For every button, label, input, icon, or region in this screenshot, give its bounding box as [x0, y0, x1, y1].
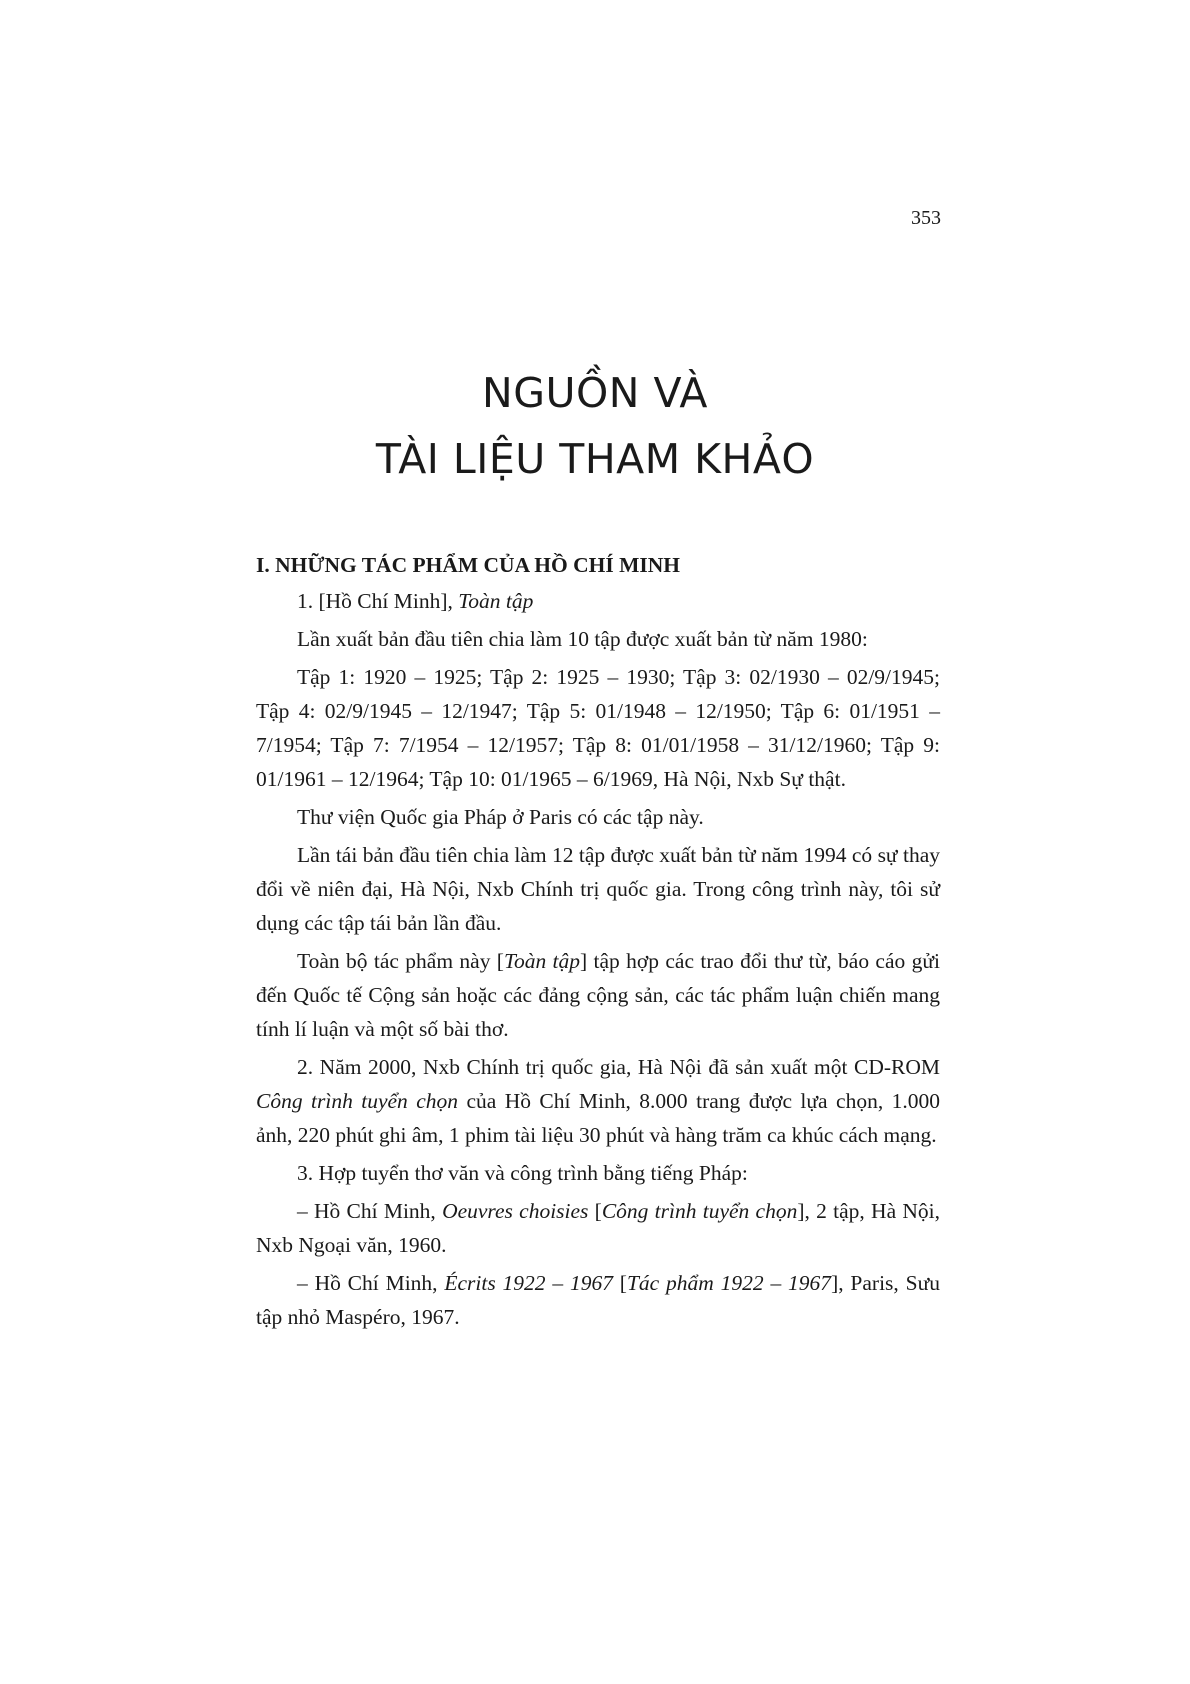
p7-italic: Công trình tuyển chọn: [256, 1089, 459, 1113]
main-content: [256, 548, 940, 1338]
paragraph-9: [256, 1194, 940, 1262]
p9-text-c: [: [588, 1199, 602, 1223]
p6-text-a: Toàn bộ tác phẩm này [: [297, 949, 504, 973]
paragraph-2: Lần xuất bản đầu tiên chia làm 10 tập được xuất bản từ năm 1980:: [297, 627, 868, 651]
title-line-1: NGUỒN VÀ: [482, 369, 708, 417]
p6-text-c: ] tập hợp các trao đổi thư từ, báo cáo gửi đến Quốc tế Cộng sản hoặc các đảng cộng sản, các tác phẩm luận chiến mang tính lí luận và một số bài thơ.: [256, 949, 940, 1041]
page-title: [0, 360, 1190, 492]
p7-text-a: 2. Năm 2000, Nxb Chính trị quốc gia, Hà Nội đã sản xuất một CD-ROM: [297, 1055, 940, 1079]
paragraph-5: Lần tái bản đầu tiên chia làm 12 tập được xuất bản từ năm 1994 có sự thay đổi về niên đại, Hà Nội, Nxb Chính trị quốc gia. Trong công trình này, tôi sử dụng các tập tái bản lần đầu.: [256, 843, 940, 935]
p9-text-a: – Hồ Chí Minh,: [297, 1199, 443, 1223]
paragraph-1: [256, 584, 940, 618]
paragraph-4: Thư viện Quốc gia Pháp ở Paris có các tập này.: [297, 805, 704, 829]
paragraph-10: [256, 1266, 940, 1334]
p9-text-e: ], 2 tập, Hà Nội, Nxb Ngoại văn, 1960.: [256, 1199, 940, 1257]
p10-text-c: [: [612, 1271, 627, 1295]
p6-italic: Toàn tập: [503, 949, 581, 973]
paragraph-7: [256, 1050, 940, 1152]
title-line-2: TÀI LIỆU THAM KHẢO: [375, 435, 815, 483]
paragraph-8: 3. Hợp tuyển thơ văn và công trình bằng tiếng Pháp:: [297, 1161, 748, 1185]
p9-italic-1: Oeuvres choisies: [442, 1199, 589, 1223]
p10-italic-1: Écrits 1922 – 1967: [444, 1271, 613, 1295]
p10-text-a: – Hồ Chí Minh,: [297, 1271, 445, 1295]
paragraph-3: Tập 1: 1920 – 1925; Tập 2: 1925 – 1930; Tập 3: 02/1930 – 02/9/1945; Tập 4: 02/9/1945 – 12/1947; Tập 5: 01/1948 – 12/1950; Tập 6: 01/1951 – 7/1954; Tập 7: 7/1954 – 12/1957; Tập 8: 01/01/1958 – 31/12/1960; Tập 9: 01/1961 – 12/1964; Tập 10: 01/1965 – 6/1969, Hà Nội, Nxb Sự thật.: [256, 665, 940, 791]
section-heading: I. NHỮNG TÁC PHẨM CỦA HỒ CHÍ MINH: [256, 553, 681, 577]
p1-italic: Toàn tập: [458, 589, 534, 613]
page-number: 353: [911, 207, 941, 229]
paragraph-6: [256, 944, 940, 1046]
p7-text-c: của Hồ Chí Minh, 8.000 trang được lựa chọn, 1.000 ảnh, 220 phút ghi âm, 1 phim tài liệu 30 phút và hàng trăm ca khúc cách mạng.: [256, 1089, 940, 1147]
p10-text-e: ], Paris, Sưu tập nhỏ Maspéro, 1967.: [256, 1271, 940, 1329]
p10-italic-2: Tác phẩm 1922 – 1967: [626, 1271, 832, 1295]
p9-italic-2: Công trình tuyển chọn: [601, 1199, 798, 1223]
p1-text: 1. [Hồ Chí Minh],: [297, 589, 459, 613]
